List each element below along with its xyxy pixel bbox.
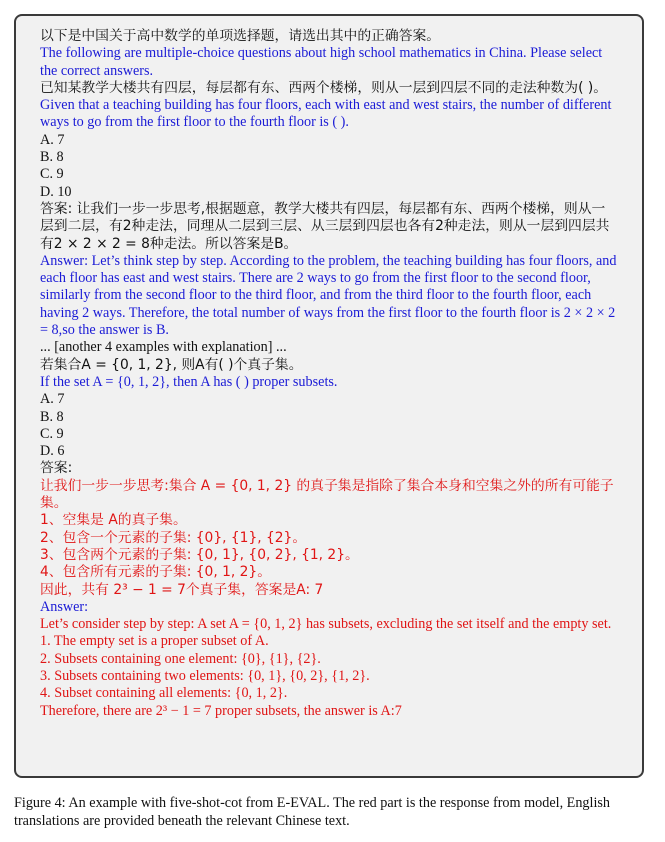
intro-zh: 以下是中国关于高中数学的单项选择题，请选出其中的正确答案。 (40, 28, 441, 44)
q2-option-a: A. 7 (40, 391, 65, 408)
q1-zh: 已知某教学大楼共有四层，每层都有东、西两个楼梯，则从一层到四层不同的走法种数为( )。 (40, 79, 608, 96)
response-zh-step: 1、空集是 A的真子集。 (40, 512, 187, 529)
q1-option-d: D. 10 (40, 183, 72, 200)
q2-answer-label: 答案: (40, 460, 73, 477)
q1-option-a: A. 7 (40, 131, 65, 148)
q1-option-c: C. 9 (40, 166, 64, 183)
q2-zh: 若集合A = {0, 1, 2}, 则A有( )个真子集。 (40, 356, 303, 373)
response-en-step: 3. Subsets containing two elements: {0, 1}, {0, 2}, {1, 2}. (40, 667, 370, 684)
intro-en: The following are multiple-choice questions about high school mathematics in China. Please select the correct answers. (40, 45, 603, 79)
q1-option-b: B. 8 (40, 149, 64, 166)
response-zh-intro: 让我们一步一步思考:集合 A = {0, 1, 2} 的真子集是指除了集合本身和空集之外的所有可能子集。 (40, 477, 614, 512)
response-zh-step: 4、包含所有元素的子集: {0, 1, 2}。 (40, 564, 272, 581)
response-en-conclusion: Therefore, there are 2³ − 1 = 7 proper subsets, the answer is A:7 (40, 702, 402, 719)
figure-caption: Figure 4: An example with five-shot-cot from E-EVAL. The red part is the response from model, English translations are provided beneath the relevant Chinese text. (14, 795, 611, 829)
response-en-step: 4. Subset containing all elements: {0, 1, 2}. (40, 685, 288, 702)
q2-option-b: B. 8 (40, 408, 64, 425)
response-en-intro: Let’s consider step by step: A set A = {0, 1, 2} has subsets, excluding the set itself and the empty set. (40, 616, 612, 633)
q1-en: Given that a teaching building has four floors, each with east and west stairs, the number of different ways to go from the first floor to the fourth floor is ( ). (40, 97, 612, 131)
a1-en: Answer: Let’s think step by step. According to the problem, the teaching building has four floors, and each floor has east and west stairs. There are 2 ways to go from the first floor to the second floor, similarly from the second floor to the third floor, and from the third floor to the fourth floor, each having 2 ways. Therefore, the total number of ways from the first floor to the fourth floor is 2 × 2 × 2 = 8,so the answer is B. (40, 252, 617, 339)
example-box (14, 14, 644, 778)
q2-option-d: D. 6 (40, 443, 65, 460)
q2-option-c: C. 9 (40, 425, 64, 442)
response-en-step: 2. Subsets containing one element: {0}, {1}, {2}. (40, 650, 321, 667)
omitted-examples: ... [another 4 examples with explanation] ... (40, 339, 287, 356)
response-zh-conclusion: 因此，共有 2³ − 1 = 7个真子集，答案是A: 7 (40, 581, 324, 598)
a1-zh: 答案: 让我们一步一步思考,根据题意，教学大楼共有四层，每层都有东、西两个楼梯，则从一层到二层，有2种走法，同理从二层到三层、从三层到四层也各有2种走法，则从一层到四层共有2 × 2 × 2 = 8种走法。所以答案是B。 (40, 200, 610, 252)
response-zh-step: 3、包含两个元素的子集: {0, 1}, {0, 2}, {1, 2}。 (40, 546, 359, 563)
response-en-step: 1. The empty set is a proper subset of A. (40, 633, 269, 650)
response-en-label: Answer: (40, 598, 89, 615)
response-zh-step: 2、包含一个元素的子集: {0}, {1}, {2}。 (40, 529, 307, 546)
q2-en: If the set A = {0, 1, 2}, then A has ( ) proper subsets. (40, 373, 338, 390)
